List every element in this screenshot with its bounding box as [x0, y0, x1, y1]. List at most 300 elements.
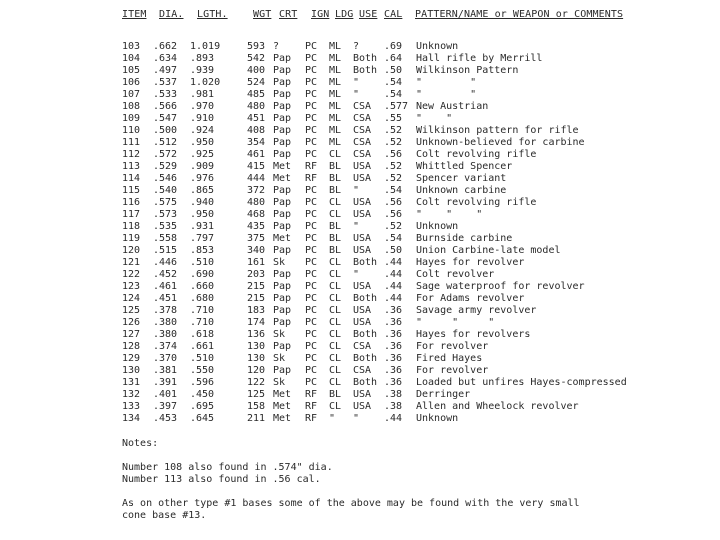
cell-item: 110 [122, 125, 141, 136]
cell-cal: .69 [384, 41, 403, 52]
cell-item: 115 [122, 185, 141, 196]
cell-wgt: 174 [247, 317, 266, 328]
cell-lgth: .797 [190, 233, 215, 244]
table-row [122, 53, 682, 65]
cell-use: CSA [353, 341, 372, 352]
cell-ldg: CL [329, 353, 342, 364]
cell-ign: PC [305, 65, 318, 76]
cell-ign: PC [305, 233, 318, 244]
table-row [122, 269, 682, 281]
cell-wgt: 415 [247, 161, 266, 172]
cell-lgth: .924 [190, 125, 215, 136]
cell-crt: Pap [273, 221, 292, 232]
cell-crt: Pap [273, 185, 292, 196]
cell-crt: Met [273, 389, 292, 400]
table-row [122, 377, 682, 389]
cell-ldg: BL [329, 389, 342, 400]
table-row [122, 329, 682, 341]
cell-crt: Met [273, 413, 292, 424]
cell-lgth: .645 [190, 413, 215, 424]
cell-wgt: 130 [247, 353, 266, 364]
cell-lgth: .981 [190, 89, 215, 100]
cell-comment: New Austrian [416, 101, 489, 112]
cell-crt: Sk [273, 377, 286, 388]
cell-dia: .572 [153, 149, 178, 160]
cell-use: USA [353, 389, 372, 400]
cell-crt: Pap [273, 209, 292, 220]
cell-use: CSA [353, 365, 372, 376]
cell-ldg: CL [329, 305, 342, 316]
cell-ign: PC [305, 365, 318, 376]
cell-dia: .370 [153, 353, 178, 364]
cell-dia: .533 [153, 89, 178, 100]
cell-lgth: 1.020 [190, 77, 221, 88]
cell-ign: PC [305, 221, 318, 232]
cell-cal: .56 [384, 209, 403, 220]
cell-comment: Colt revolving rifle [416, 149, 537, 160]
cell-ldg: BL [329, 233, 342, 244]
cell-item: 113 [122, 161, 141, 172]
cell-cal: .52 [384, 221, 403, 232]
cell-wgt: 215 [247, 281, 266, 292]
cell-dia: .500 [153, 125, 178, 136]
cell-ldg: BL [329, 245, 342, 256]
table-row [122, 413, 682, 425]
cell-dia: .381 [153, 365, 178, 376]
cell-item: 117 [122, 209, 141, 220]
cell-comment: " " " [416, 209, 483, 220]
cell-ign: PC [305, 41, 318, 52]
cell-comment: Hall rifle by Merrill [416, 53, 543, 64]
cell-item: 122 [122, 269, 141, 280]
cell-use: USA [353, 161, 372, 172]
cell-lgth: .661 [190, 341, 215, 352]
cell-dia: .374 [153, 341, 178, 352]
cell-use: CSA [353, 101, 372, 112]
table-row [122, 137, 682, 149]
table-row [122, 257, 682, 269]
cell-cal: .38 [384, 401, 403, 412]
cell-wgt: 435 [247, 221, 266, 232]
cell-ign: PC [305, 281, 318, 292]
cell-ign: PC [305, 209, 318, 220]
cell-dia: .566 [153, 101, 178, 112]
cell-dia: .537 [153, 77, 178, 88]
cell-lgth: .970 [190, 101, 215, 112]
cell-comment: Hayes for revolvers [416, 329, 531, 340]
cell-dia: .512 [153, 137, 178, 148]
cell-use: CSA [353, 113, 372, 124]
cell-comment: Unknown carbine [416, 185, 507, 196]
cell-crt: Pap [273, 53, 292, 64]
cell-cal: .36 [384, 329, 403, 340]
header-wgt: WGT [253, 9, 272, 20]
cell-lgth: .931 [190, 221, 215, 232]
cell-comment: " " [416, 77, 477, 88]
table-row [122, 353, 682, 365]
cell-use: Both [353, 65, 378, 76]
cell-ign: RF [305, 389, 318, 400]
cell-crt: Pap [273, 281, 292, 292]
table-row [122, 389, 682, 401]
cell-item: 133 [122, 401, 141, 412]
table-row [122, 161, 682, 173]
cell-lgth: .939 [190, 65, 215, 76]
header-ldg: LDG [335, 9, 354, 20]
cell-use: " [353, 77, 360, 88]
cell-comment: Whittled Spencer [416, 161, 513, 172]
cell-item: 129 [122, 353, 141, 364]
cell-lgth: .940 [190, 197, 215, 208]
cell-crt: Pap [273, 293, 292, 304]
cell-crt: Pap [273, 269, 292, 280]
cell-dia: .546 [153, 173, 178, 184]
cell-crt: Sk [273, 329, 286, 340]
cell-item: 106 [122, 77, 141, 88]
cell-ldg: ML [329, 65, 342, 76]
cell-item: 132 [122, 389, 141, 400]
cell-wgt: 485 [247, 89, 266, 100]
cell-wgt: 136 [247, 329, 266, 340]
cell-comment: Union Carbine-late model [416, 245, 561, 256]
header-use: USE [359, 9, 378, 20]
cell-ldg: CL [329, 317, 342, 328]
notes-heading: Notes: [122, 438, 159, 449]
cell-item: 103 [122, 41, 141, 52]
cell-ign: PC [305, 89, 318, 100]
cell-cal: .54 [384, 77, 403, 88]
cell-wgt: 340 [247, 245, 266, 256]
cell-comment: Wilkinson pattern for rifle [416, 125, 579, 136]
cell-lgth: .853 [190, 245, 215, 256]
table-row [122, 65, 682, 77]
cell-use: Both [353, 53, 378, 64]
cell-lgth: .660 [190, 281, 215, 292]
cell-item: 107 [122, 89, 141, 100]
cell-crt: Pap [273, 365, 292, 376]
table-row [122, 281, 682, 293]
table-row [122, 233, 682, 245]
cell-ign: PC [305, 257, 318, 268]
cell-use: " [353, 89, 360, 100]
cell-item: 125 [122, 305, 141, 316]
cell-lgth: .690 [190, 269, 215, 280]
cell-ign: PC [305, 185, 318, 196]
cell-cal: .55 [384, 113, 403, 124]
cell-item: 108 [122, 101, 141, 112]
cell-dia: .529 [153, 161, 178, 172]
cell-wgt: 215 [247, 293, 266, 304]
cell-lgth: .710 [190, 317, 215, 328]
cell-lgth: .909 [190, 161, 215, 172]
cell-item: 105 [122, 65, 141, 76]
cell-cal: .36 [384, 353, 403, 364]
cell-dia: .497 [153, 65, 178, 76]
cell-wgt: 372 [247, 185, 266, 196]
table-row [122, 197, 682, 209]
table-row [122, 149, 682, 161]
header-crt: CRT [279, 9, 298, 20]
cell-lgth: .695 [190, 401, 215, 412]
cell-wgt: 444 [247, 173, 266, 184]
cell-crt: Pap [273, 137, 292, 148]
cell-wgt: 375 [247, 233, 266, 244]
cell-wgt: 125 [247, 389, 266, 400]
cell-dia: .547 [153, 113, 178, 124]
cell-cal: .54 [384, 185, 403, 196]
cell-dia: .540 [153, 185, 178, 196]
cell-ldg: CL [329, 377, 342, 388]
cell-ldg: BL [329, 173, 342, 184]
cell-ign: PC [305, 377, 318, 388]
cell-ldg: ML [329, 125, 342, 136]
cell-ldg: CL [329, 197, 342, 208]
cell-item: 131 [122, 377, 141, 388]
cell-cal: .56 [384, 197, 403, 208]
cell-ign: PC [305, 353, 318, 364]
cell-crt: Pap [273, 89, 292, 100]
cell-ldg: " [329, 413, 336, 424]
cell-ldg: CL [329, 149, 342, 160]
cell-crt: Pap [273, 65, 292, 76]
cell-use: USA [353, 233, 372, 244]
cell-dia: .397 [153, 401, 178, 412]
cell-use: " [353, 185, 360, 196]
table-row [122, 77, 682, 89]
cell-ldg: CL [329, 401, 342, 412]
cell-ldg: BL [329, 221, 342, 232]
cell-dia: .558 [153, 233, 178, 244]
cell-wgt: 480 [247, 197, 266, 208]
cell-ign: PC [305, 317, 318, 328]
cell-ldg: ML [329, 53, 342, 64]
cell-wgt: 183 [247, 305, 266, 316]
cell-wgt: 158 [247, 401, 266, 412]
cell-use: CSA [353, 149, 372, 160]
cell-dia: .573 [153, 209, 178, 220]
cell-cal: .44 [384, 257, 403, 268]
data-table [122, 41, 682, 425]
cell-lgth: .893 [190, 53, 215, 64]
cell-cal: .36 [384, 317, 403, 328]
cell-dia: .451 [153, 293, 178, 304]
cell-ldg: ML [329, 41, 342, 52]
cell-comment: " " [416, 113, 453, 124]
cell-item: 121 [122, 257, 141, 268]
table-row [122, 221, 682, 233]
header-lgth: LGTH. [197, 9, 228, 20]
cell-ldg: CL [329, 257, 342, 268]
cell-ign: PC [305, 341, 318, 352]
cell-dia: .662 [153, 41, 178, 52]
cell-lgth: .976 [190, 173, 215, 184]
cell-use: CSA [353, 125, 372, 136]
cell-ign: PC [305, 137, 318, 148]
cell-lgth: .910 [190, 113, 215, 124]
header-dia: DIA. [159, 9, 184, 20]
cell-dia: .461 [153, 281, 178, 292]
cell-dia: .378 [153, 305, 178, 316]
cell-ign: PC [305, 269, 318, 280]
cell-lgth: 1.019 [190, 41, 221, 52]
cell-comment: For revolver [416, 365, 489, 376]
cell-lgth: .925 [190, 149, 215, 160]
cell-wgt: 468 [247, 209, 266, 220]
cell-dia: .515 [153, 245, 178, 256]
cell-crt: Pap [273, 149, 292, 160]
cell-crt: Pap [273, 197, 292, 208]
cell-lgth: .710 [190, 305, 215, 316]
table-row [122, 125, 682, 137]
cell-cal: .44 [384, 281, 403, 292]
cell-ldg: CL [329, 293, 342, 304]
cell-item: 123 [122, 281, 141, 292]
cell-ign: PC [305, 101, 318, 112]
table-row [122, 209, 682, 221]
cell-ldg: CL [329, 365, 342, 376]
cell-comment: Fired Hayes [416, 353, 483, 364]
cell-wgt: 130 [247, 341, 266, 352]
cell-wgt: 120 [247, 365, 266, 376]
cell-ldg: CL [329, 341, 342, 352]
cell-lgth: .510 [190, 257, 215, 268]
cell-use: " [353, 221, 360, 232]
cell-ign: RF [305, 161, 318, 172]
table-row [122, 341, 682, 353]
cell-wgt: 524 [247, 77, 266, 88]
cell-wgt: 461 [247, 149, 266, 160]
cell-item: 111 [122, 137, 141, 148]
cell-item: 109 [122, 113, 141, 124]
cell-comment: Loaded but unfires Hayes-compressed [416, 377, 627, 388]
header-item: ITEM [122, 9, 147, 20]
cell-ign: PC [305, 245, 318, 256]
cell-cal: .577 [384, 101, 409, 112]
table-row [122, 101, 682, 113]
cell-ldg: BL [329, 161, 342, 172]
cell-wgt: 354 [247, 137, 266, 148]
cell-cal: .44 [384, 413, 403, 424]
cell-comment: Colt revolver [416, 269, 495, 280]
cell-item: 116 [122, 197, 141, 208]
cell-item: 124 [122, 293, 141, 304]
cell-wgt: 211 [247, 413, 266, 424]
cell-comment: For revolver [416, 341, 489, 352]
cell-wgt: 408 [247, 125, 266, 136]
cell-crt: Met [273, 173, 292, 184]
cell-ign: PC [305, 329, 318, 340]
cell-cal: .64 [384, 53, 403, 64]
cell-comment: Derringer [416, 389, 471, 400]
table-row [122, 173, 682, 185]
cell-cal: .50 [384, 245, 403, 256]
cell-lgth: .510 [190, 353, 215, 364]
cell-cal: .44 [384, 269, 403, 280]
cell-wgt: 451 [247, 113, 266, 124]
cell-comment: Sage waterproof for revolver [416, 281, 585, 292]
cell-wgt: 122 [247, 377, 266, 388]
cell-lgth: .950 [190, 209, 215, 220]
cell-comment: Spencer variant [416, 173, 507, 184]
cell-use: USA [353, 401, 372, 412]
header-ign: IGN [311, 9, 330, 20]
cell-comment: Unknown [416, 41, 459, 52]
note-line: Number 113 also found in .56 cal. [122, 474, 321, 485]
cell-item: 126 [122, 317, 141, 328]
cell-lgth: .596 [190, 377, 215, 388]
table-row [122, 401, 682, 413]
cell-use: USA [353, 317, 372, 328]
cell-lgth: .680 [190, 293, 215, 304]
cell-ign: PC [305, 77, 318, 88]
cell-use: Both [353, 293, 378, 304]
table-row [122, 245, 682, 257]
cell-cal: .36 [384, 341, 403, 352]
cell-ldg: ML [329, 101, 342, 112]
cell-wgt: 161 [247, 257, 266, 268]
cell-dia: .391 [153, 377, 178, 388]
cell-ign: PC [305, 53, 318, 64]
cell-use: " [353, 269, 360, 280]
table-row [122, 317, 682, 329]
cell-use: Both [353, 377, 378, 388]
cell-comment: Colt revolving rifle [416, 197, 537, 208]
cell-comment: Burnside carbine [416, 233, 513, 244]
cell-cal: .36 [384, 365, 403, 376]
cell-ign: RF [305, 401, 318, 412]
cell-cal: .54 [384, 89, 403, 100]
cell-crt: Met [273, 233, 292, 244]
table-row [122, 305, 682, 317]
cell-dia: .452 [153, 269, 178, 280]
cell-item: 130 [122, 365, 141, 376]
note-line: cone base #13. [122, 510, 207, 521]
cell-use: USA [353, 305, 372, 316]
cell-crt: Pap [273, 125, 292, 136]
cell-comment: Savage army revolver [416, 305, 537, 316]
cell-lgth: .865 [190, 185, 215, 196]
cell-lgth: .450 [190, 389, 215, 400]
cell-crt: Sk [273, 257, 286, 268]
cell-item: 134 [122, 413, 141, 424]
cell-comment: Wilkinson Pattern [416, 65, 519, 76]
cell-dia: .453 [153, 413, 178, 424]
cell-item: 114 [122, 173, 141, 184]
cell-cal: .44 [384, 293, 403, 304]
cell-use: USA [353, 209, 372, 220]
cell-dia: .380 [153, 317, 178, 328]
cell-dia: .401 [153, 389, 178, 400]
cell-item: 118 [122, 221, 141, 232]
cell-lgth: .950 [190, 137, 215, 148]
cell-wgt: 542 [247, 53, 266, 64]
cell-use: USA [353, 173, 372, 184]
cell-cal: .52 [384, 173, 403, 184]
cell-item: 127 [122, 329, 141, 340]
note-line: As on other type #1 bases some of the above may be found with the very small [122, 498, 580, 509]
cell-ign: RF [305, 173, 318, 184]
cell-comment: Unknown-believed for carbine [416, 137, 585, 148]
cell-cal: .36 [384, 377, 403, 388]
cell-ign: PC [305, 305, 318, 316]
cell-ign: PC [305, 125, 318, 136]
cell-item: 104 [122, 53, 141, 64]
cell-cal: .56 [384, 149, 403, 160]
cell-dia: .380 [153, 329, 178, 340]
cell-ldg: ML [329, 89, 342, 100]
notes-section [122, 438, 682, 522]
cell-comment: For Adams revolver [416, 293, 525, 304]
